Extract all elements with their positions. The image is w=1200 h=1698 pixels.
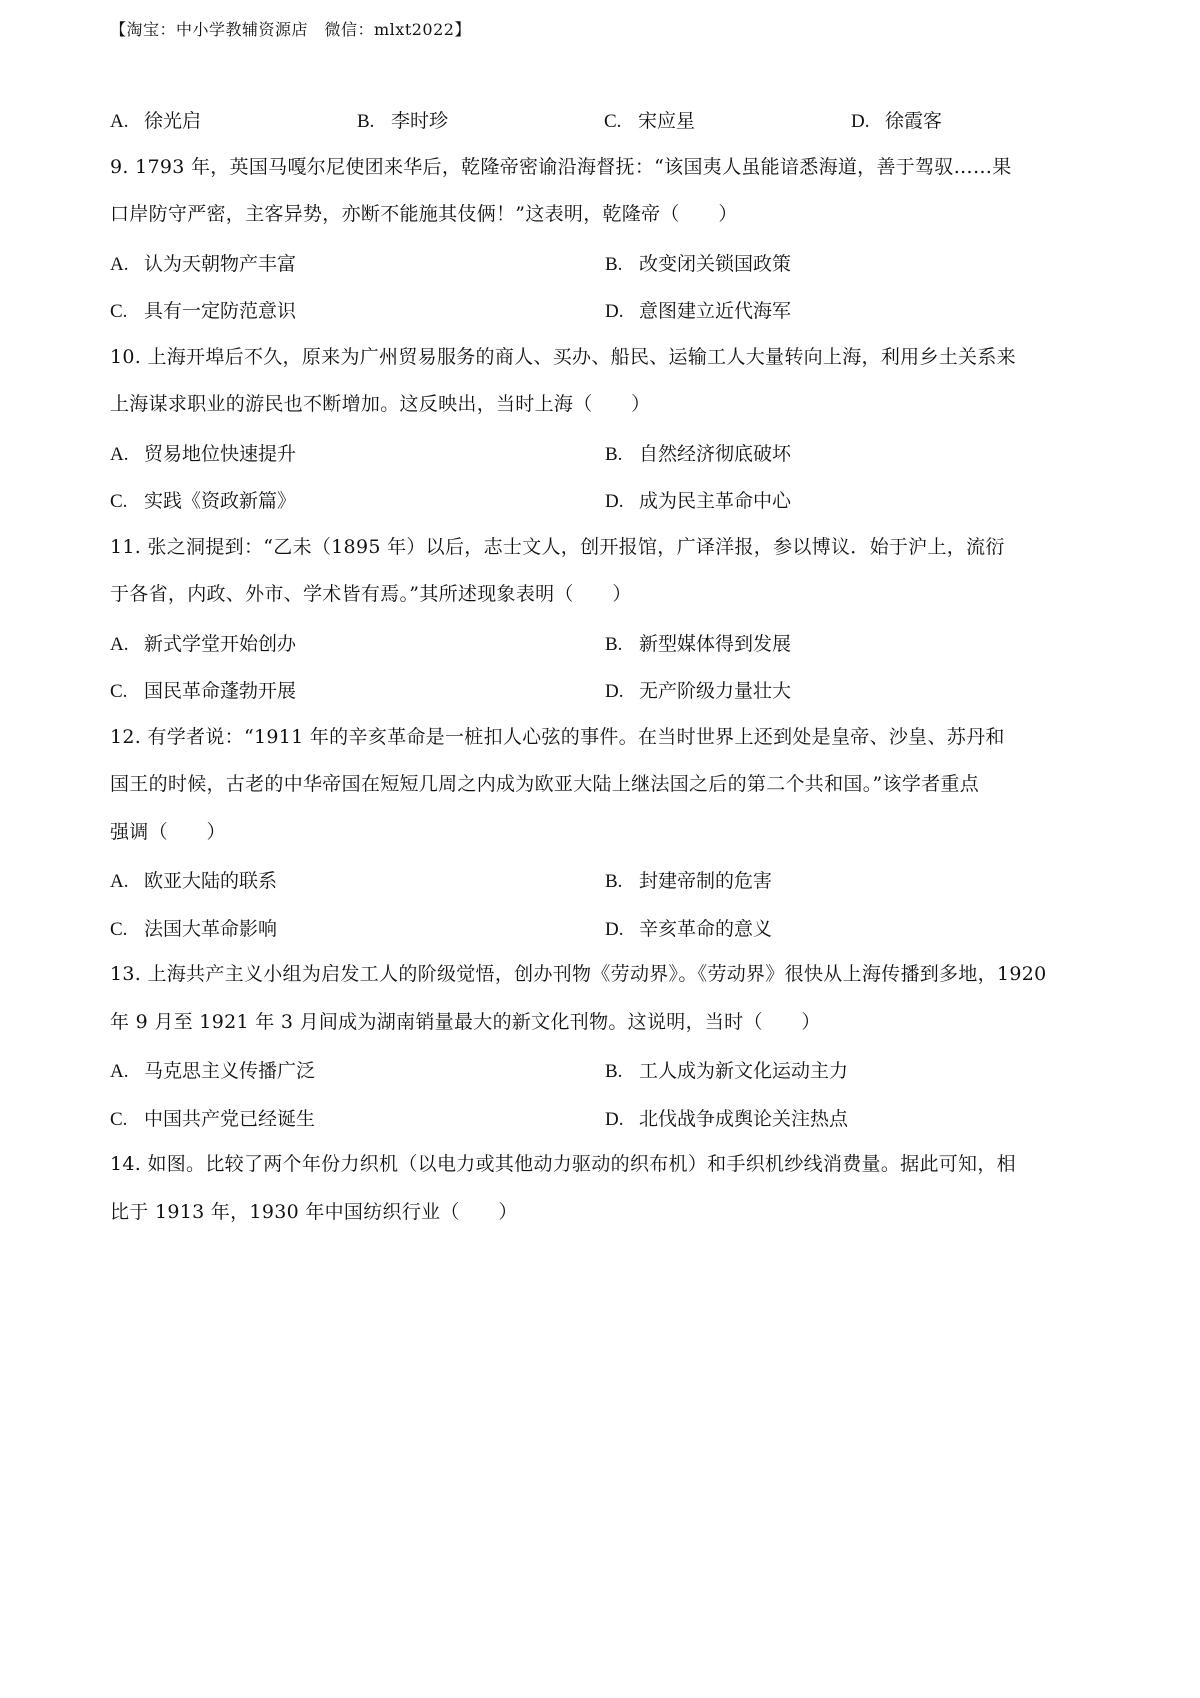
q12-options-row [110, 856, 1100, 904]
q10-option-a[interactable]: A. 贸易地位快速提升 [110, 442, 297, 465]
q12-option-c[interactable]: C. 法国大革命影响 [110, 917, 278, 940]
q9-option-a[interactable]: A. 认为天朝物产丰富 [110, 252, 297, 275]
q13-option-a[interactable]: A. 马克思主义传播广泛 [110, 1060, 316, 1083]
q11-option-c[interactable]: C. 国民革命蓬勃开展 [110, 680, 297, 703]
q11-stem-line: 11. 张之洞提到：“乙未（1895 年）以后，志士文人，创开报馆，广译洋报，参以博议．始于沪上，流衍 [110, 535, 1005, 558]
q11-stem-line: 于各省，内政、外市、学术皆有焉。”其所述现象表明（ ） [110, 583, 632, 605]
question-list [110, 96, 1100, 1236]
q9-options-row [110, 286, 1100, 334]
q13-option-d[interactable]: D. 北伐战争成舆论关注热点 [605, 1107, 849, 1130]
q13-stem-line: 13. 上海共产主义小组为启发工人的阶级觉悟，创办刊物《劳动界》。《劳动界》很快从上海传播到多地，1920 [110, 963, 1047, 985]
q10-options-row [110, 476, 1100, 524]
q13-options-row [110, 1046, 1100, 1094]
q9-options-row [110, 239, 1100, 287]
q9-option-b[interactable]: B. 改变闭关锁国政策 [605, 252, 792, 275]
q8-option-a[interactable]: A. 徐光启 [110, 110, 202, 133]
q12-stem-line: 12. 有学者说：“1911 年的辛亥革命是一桩扣人心弦的事件。在当时世界上还到处是皇帝、沙皇、苏丹和 [110, 725, 1005, 748]
q14-stem-line: 比于 1913 年，1930 年中国纺织行业（ ） [110, 1200, 518, 1223]
q11-option-d[interactable]: D. 无产阶级力量壮大 [605, 680, 792, 703]
q14-stem-line: 14. 如图。比较了两个年份力织机（以电力或其他动力驱动的织布机）和手织机纱线消费量。据此可知，相 [110, 1153, 1016, 1175]
q12-stem-line: 强调（ ） [110, 820, 226, 843]
q10-stem-line: 10. 上海开埠后不久，原来为广州贸易服务的商人、买办、船民、运输工人大量转向上海，利用乡土关系来 [110, 345, 1016, 368]
question-10 [110, 334, 1100, 524]
q10-stem-line: 上海谋求职业的游民也不断增加。这反映出，当时上海（ ） [110, 393, 651, 415]
q9-stem-line: 9. 1793 年，英国马嘎尔尼使团来华后，乾隆帝密谕沿海督抚：“该国夷人虽能谙悉海道，善于驾驭……果 [110, 155, 1012, 178]
q13-stem-line: 年 9 月至 1921 年 3 月间成为湖南销量最大的新文化刊物。这说明，当时（ ） [110, 1010, 821, 1033]
watermark-header: 【淘宝：中小学教辅资源店 微信：mlxt2022】 [110, 20, 471, 39]
q12-option-d[interactable]: D. 辛亥革命的意义 [605, 917, 773, 940]
question-14 [110, 1141, 1100, 1236]
q12-stem-line: 国王的时候，古老的中华帝国在短短几周之内成为欧亚大陆上继法国之后的第二个共和国。”该学者重点 [110, 773, 980, 795]
question-11 [110, 524, 1100, 714]
q11-option-b[interactable]: B. 新型媒体得到发展 [605, 632, 792, 655]
q9-option-c[interactable]: C. 具有一定防范意识 [110, 300, 297, 323]
q8-option-c[interactable]: C. 宋应星 [604, 110, 696, 133]
q10-options-row [110, 429, 1100, 477]
q13-options-row [110, 1094, 1100, 1142]
question-9 [110, 144, 1100, 334]
q10-option-b[interactable]: B. 自然经济彻底破坏 [605, 442, 792, 465]
q12-option-a[interactable]: A. 欧亚大陆的联系 [110, 870, 278, 893]
q8-option-b[interactable]: B. 李时珍 [357, 110, 449, 133]
q12-option-b[interactable]: B. 封建帝制的危害 [605, 870, 773, 893]
q10-option-c[interactable]: C. 实践《资政新篇》 [110, 490, 297, 513]
q10-option-d[interactable]: D. 成为民主革命中心 [605, 490, 792, 513]
q12-options-row [110, 904, 1100, 952]
question-12 [110, 714, 1100, 952]
q11-option-a[interactable]: A. 新式学堂开始创办 [110, 632, 297, 655]
q13-option-b[interactable]: B. 工人成为新文化运动主力 [605, 1060, 849, 1083]
q11-options-row [110, 619, 1100, 667]
q8-option-d[interactable]: D. 徐霞客 [851, 110, 943, 133]
q11-options-row [110, 666, 1100, 714]
q9-stem-line: 口岸防守严密，主客异势，亦断不能施其伎俩！”这表明，乾隆帝（ ） [110, 203, 738, 225]
question-13 [110, 951, 1100, 1141]
q9-option-d[interactable]: D. 意图建立近代海军 [605, 300, 792, 323]
q13-option-c[interactable]: C. 中国共产党已经诞生 [110, 1107, 316, 1130]
q8-options [110, 96, 1100, 144]
